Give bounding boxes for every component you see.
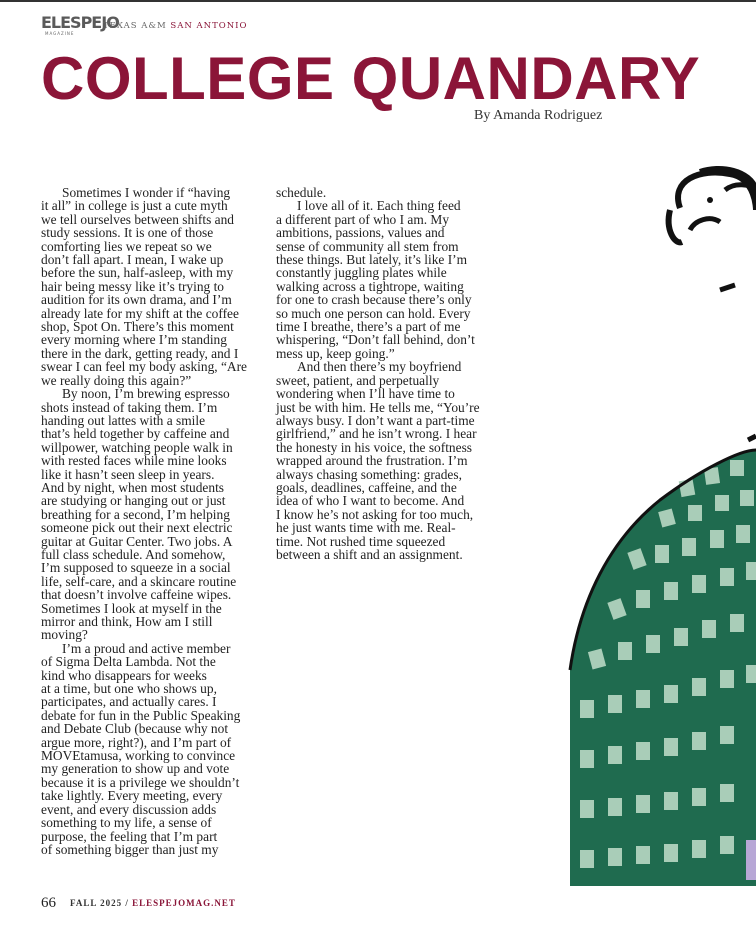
article-title: COLLEGE QUANDARY (41, 45, 701, 112)
text-line: event, and every discussion adds (41, 801, 217, 817)
text-line: full class schedule. And somehow, (41, 546, 226, 562)
text-line: my generation to show up and vote (41, 761, 230, 777)
text-line: the honesty in his voice, the softness (276, 439, 472, 455)
text-line: ambitions, passions, values and (276, 225, 445, 241)
text-line: don’t fall apart. I mean, I wake up (41, 252, 224, 268)
text-line: I’m a proud and active member (62, 640, 231, 656)
magazine-logo: ELESPEJO (41, 13, 119, 32)
text-line: I love all of it. Each thing feed (297, 198, 461, 214)
text-line: shop, Spot On. There’s this moment (41, 319, 234, 335)
text-line: at a time, but one who shows up, (41, 681, 217, 697)
text-line: I know he’s not asking for too much, (276, 506, 474, 522)
text-line: schedule. (276, 185, 327, 200)
text-line: I’m supposed to squeeze in a social (41, 560, 231, 576)
text-line: for one to crash because there’s only (276, 292, 472, 308)
text-line: goals, deadlines, caffeine, and the (276, 479, 457, 495)
text-line: By noon, I’m brewing espresso (62, 386, 230, 402)
text-line: something to my life, a sense of (41, 815, 212, 831)
text-line: with rested faces while mine looks (41, 453, 227, 469)
text-line: a different part of who I am. My (276, 211, 450, 227)
text-line: mirror and think, How am I still (41, 614, 213, 629)
text-line: like it hasn’t seen sleep in years. (41, 466, 215, 482)
text-line: sense of community all stem from (276, 238, 459, 254)
text-line: we really doing this again?” (41, 372, 192, 388)
text-line: every morning where I’m standing (41, 332, 227, 348)
text-line: because it is a privilege we shouldn’t (41, 774, 240, 790)
school-name (103, 21, 248, 31)
text-line: wrapped around the frustration. I’m (276, 453, 468, 469)
text-line: audition for its own drama, and I’m (41, 292, 232, 308)
text-line: purpose, the feeling that I’m part (41, 828, 218, 844)
text-line: hair being messy like it’s trying to (41, 278, 224, 294)
text-line: already late for my shift at the coffee (41, 305, 239, 321)
school-name-accent: SAN ANTONIO (170, 21, 248, 31)
text-line: that’s held together by caffeine and (41, 426, 230, 442)
site-link[interactable]: ELESPEJOMAG.NET (132, 898, 236, 909)
text-line: always busy. I don’t want a part-time (276, 412, 475, 428)
article-column-2 (276, 185, 480, 562)
text-line: it all” in college is just a cute myth (41, 198, 228, 214)
text-line: are studying or hanging out or just (41, 493, 226, 509)
school-name-primary: TEXAS A&M (103, 21, 167, 31)
text-line: there in the dark, getting ready, and I (41, 345, 239, 361)
page-footer (41, 894, 236, 912)
text-line: he just wants time with me. Real- (276, 520, 456, 536)
text-line: and Debate Club (because why not (41, 721, 229, 737)
text-line: And by night, when most students (41, 479, 225, 495)
text-line: breathing for a second, I’m helping (41, 506, 230, 522)
text-line: study sessions. It is one of those (41, 225, 214, 241)
text-line: before the sun, half-asleep, with my (41, 265, 234, 281)
text-line: swear I can feel my body asking, “Are (41, 359, 247, 375)
issue-info (70, 898, 236, 908)
text-line: life, self-care, and a skincare routine (41, 573, 237, 589)
text-line: of something bigger than just my (41, 841, 219, 857)
text-line: so much one person can hold. Every (276, 305, 471, 321)
text-line: girlfriend,” and he isn’t wrong. I hear (276, 426, 477, 442)
text-line: guitar at Guitar Center. Two jobs. A (41, 533, 233, 549)
text-line: And then there’s my boyfriend (297, 359, 462, 375)
top-rule (0, 0, 756, 2)
issue-label: FALL 2025 / (70, 898, 129, 909)
text-line: participates, and actually cares. I (41, 694, 217, 710)
text-line: willpower, watching people walk in (41, 439, 233, 455)
text-line: take lightly. Every meeting, every (41, 788, 223, 804)
magazine-logo-sub: MAGAZINE (45, 31, 75, 36)
illustration-figure (570, 150, 756, 886)
text-line: kind who disappears for weeks (41, 667, 207, 683)
text-line: between a shift and an assignment. (276, 546, 463, 562)
text-line: walking across a tightrope, waiting (276, 278, 464, 294)
text-line: we tell ourselves between shifts and (41, 211, 234, 227)
article-column-1 (41, 186, 253, 856)
text-line: MOVEtamusa, working to convince (41, 748, 236, 764)
text-line: these things. But lately, it’s like I’m (276, 252, 468, 268)
text-line: time. Not rushed time squeezed (276, 533, 446, 549)
text-line: argue more, right?), and I’m part of (41, 734, 232, 750)
text-line: mess up, keep going.” (276, 345, 395, 361)
page-number: 66 (41, 894, 56, 911)
text-line: wondering when I’ll have time to (276, 386, 455, 402)
illustration-head (678, 169, 756, 210)
text-line: Sometimes I wonder if “having (62, 185, 231, 200)
text-line: someone pick out their next electric (41, 520, 233, 536)
text-line: shots instead of taking them. I’m (41, 399, 218, 415)
text-line: handing out lattes with a smile (41, 412, 206, 428)
text-line: comforting lies we repeat so we (41, 238, 212, 254)
text-line: idea of who I want to become. And (276, 493, 465, 509)
text-line: always chasing something: grades, (276, 466, 462, 482)
article-byline: By Amanda Rodriguez (474, 108, 603, 123)
text-line: whispering, “Don’t fall behind, don’t (276, 332, 475, 348)
text-line: that doesn’t involve caffeine wipes. (41, 587, 232, 603)
text-line: debate for fun in the Public Speaking (41, 707, 241, 723)
text-line: of Sigma Delta Lambda. Not the (41, 654, 216, 670)
text-line: sweet, patient, and perpetually (276, 372, 440, 388)
text-line: constantly juggling plates while (276, 265, 447, 281)
text-line: time I breathe, there’s a part of me (276, 319, 461, 335)
text-line: Sometimes I look at myself in the (41, 600, 222, 616)
text-line: moving? (41, 627, 88, 643)
text-line: just be with him. He tells me, “You’re (276, 399, 480, 415)
